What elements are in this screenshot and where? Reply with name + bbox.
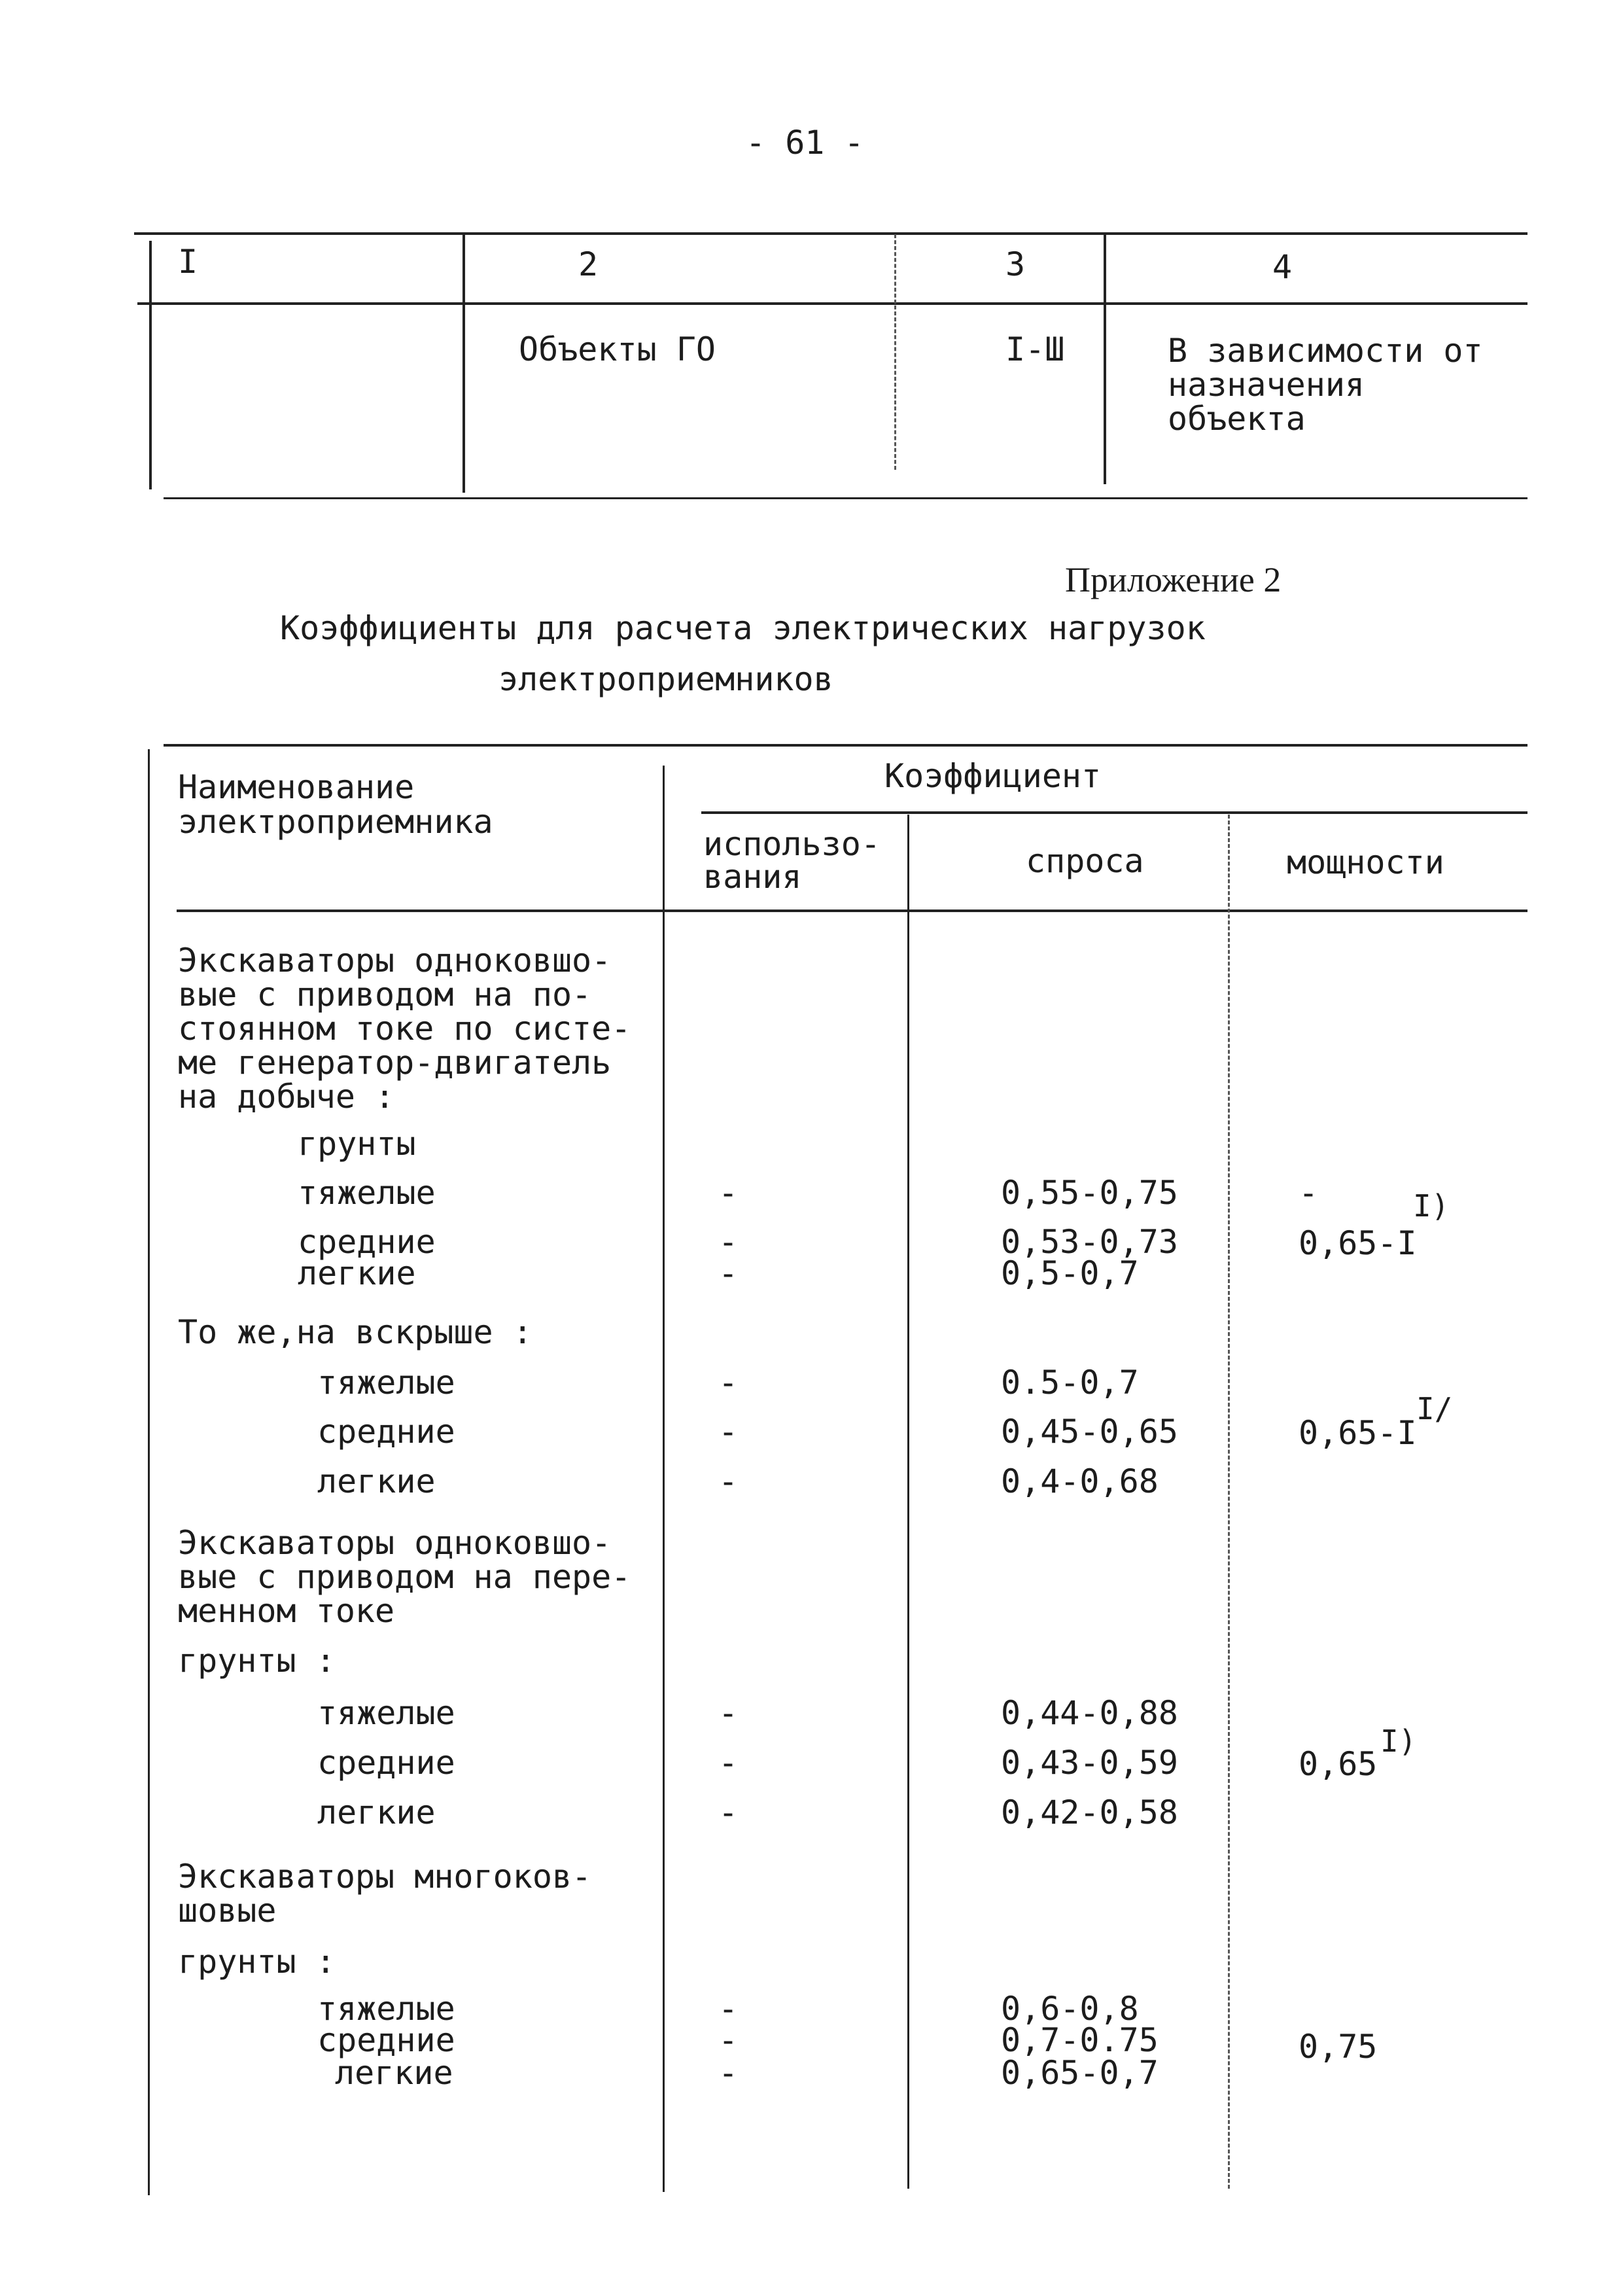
section-title-line: шовые [178, 1892, 277, 1930]
header-power: мощности [1287, 843, 1444, 881]
row-name: средние [317, 2021, 455, 2059]
row-power: 0,65-I [1299, 1414, 1417, 1452]
section-subhead: грунты [298, 1125, 416, 1163]
footnote-mark: I/ [1416, 1391, 1453, 1426]
appendix-label: Приложение 2 [1065, 560, 1282, 599]
cell-object: Объекты ГО [519, 330, 716, 368]
section-title-line: Экскаваторы многоков- [178, 1858, 592, 1896]
row-name: тяжелые [298, 1174, 436, 1212]
section-title-line: на добыче : [178, 1078, 395, 1116]
row-usage: - [718, 1694, 739, 1732]
header-demand: спроса [1026, 842, 1144, 880]
section-subhead: грунты : [178, 1943, 336, 1981]
row-name: средние [317, 1744, 455, 1782]
row-power: 0,65 [1299, 1745, 1378, 1783]
column-divider [1104, 234, 1106, 484]
row-demand: 0,65-0,7 [1001, 2054, 1159, 2092]
row-demand: 0,55-0,75 [1001, 1174, 1178, 1212]
row-name: легкие [317, 1793, 436, 1831]
row-power: 0,65-I [1299, 1224, 1417, 1262]
row-usage: - [718, 1990, 739, 2028]
row-usage: - [718, 2021, 739, 2059]
row-usage: - [718, 1364, 739, 1402]
row-demand: 0,5-0,7 [1001, 1254, 1139, 1292]
row-usage: - [718, 1744, 739, 1782]
table-rule-header [137, 302, 1527, 305]
section-title-line: ме генератор-двигатель [178, 1044, 612, 1082]
row-name: легкие [317, 1462, 436, 1500]
section-title-line: стоянном токе по систе- [178, 1010, 631, 1048]
header-name: Наименование [178, 768, 415, 806]
row-usage: - [718, 1223, 739, 1261]
footnote-mark: I) [1413, 1188, 1450, 1224]
section-title-line: Экскаваторы одноковшо- [178, 942, 612, 980]
header-group: Коэффициент [884, 757, 1102, 795]
column-divider [462, 234, 465, 493]
row-demand: 0,42-0,58 [1001, 1793, 1178, 1831]
row-name: легкие [335, 2054, 453, 2092]
cell-note-line: В зависимости от [1168, 332, 1483, 370]
page-number: - 61 - [746, 124, 864, 162]
row-usage: - [718, 1413, 739, 1451]
row-demand: 0,44-0,88 [1001, 1694, 1178, 1732]
row-usage: - [718, 1462, 739, 1500]
table-border-left [149, 241, 152, 489]
document-title: электроприемников [498, 660, 833, 698]
row-name: тяжелые [317, 1364, 455, 1402]
row-usage: - [718, 1174, 739, 1212]
cell-note-line: назначения [1168, 366, 1365, 404]
row-power: - [1299, 1174, 1319, 1212]
row-demand: 0,43-0,59 [1001, 1744, 1178, 1782]
row-name: тяжелые [317, 1990, 455, 2028]
section-title-line: То же,на вскрыше : [178, 1313, 532, 1351]
section-title-line: менном токе [178, 1592, 395, 1630]
column-divider [907, 815, 909, 2189]
table-rule-group [701, 811, 1527, 814]
header-usage: вания [703, 858, 802, 896]
header-usage: использо- [703, 825, 881, 863]
row-usage: - [718, 1793, 739, 1831]
document-title: Коэффициенты для расчета электрических нагрузок [280, 609, 1206, 647]
table-border-left [148, 749, 150, 2195]
column-header: 4 [1272, 248, 1293, 286]
footnote-mark: I) [1380, 1723, 1417, 1759]
header-name: электроприемника [178, 803, 493, 841]
cell-category: I-Ш [1005, 330, 1065, 368]
column-divider [894, 234, 896, 470]
row-demand: 0.5-0,7 [1001, 1364, 1139, 1402]
row-name: средние [298, 1223, 436, 1261]
row-name: средние [317, 1413, 455, 1451]
row-demand: 0,53-0,73 [1001, 1223, 1178, 1261]
table-rule-header [177, 910, 1527, 912]
table-rule-bottom [164, 497, 1527, 499]
row-power: 0,75 [1299, 2028, 1378, 2066]
row-usage: - [718, 2054, 739, 2092]
column-header: 2 [578, 245, 599, 283]
cell-note-line: объекта [1168, 400, 1306, 438]
column-header: I [178, 243, 198, 281]
table-rule-top [164, 744, 1527, 747]
row-demand: 0,45-0,65 [1001, 1413, 1178, 1451]
section-title-line: вые с приводом на по- [178, 976, 592, 1014]
row-name: легкие [298, 1254, 416, 1292]
section-subhead: грунты : [178, 1642, 336, 1680]
section-title-line: вые с приводом на пере- [178, 1558, 631, 1596]
row-demand: 0,7-0.75 [1001, 2021, 1159, 2059]
table-rule-top [134, 232, 1527, 235]
row-demand: 0,4-0,68 [1001, 1462, 1159, 1500]
row-demand: 0,6-0,8 [1001, 1990, 1139, 2028]
section-title-line: Экскаваторы одноковшо- [178, 1524, 612, 1562]
row-name: тяжелые [317, 1694, 455, 1732]
column-divider [663, 766, 665, 2192]
column-header: 3 [1005, 245, 1026, 283]
row-usage: - [718, 1254, 739, 1292]
column-divider [1228, 815, 1230, 2189]
